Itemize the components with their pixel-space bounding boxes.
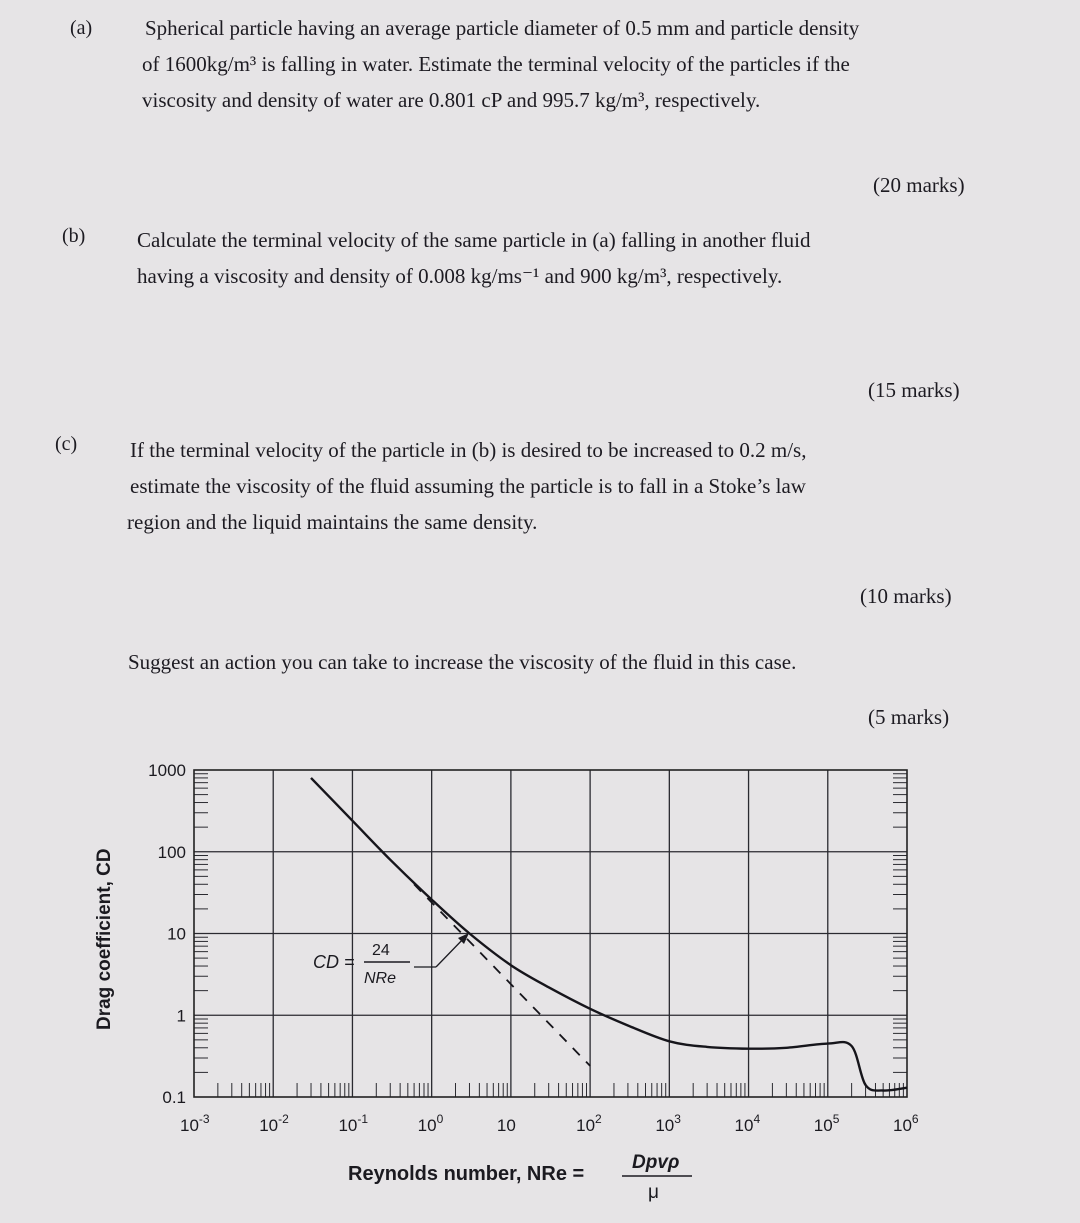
question-a-line-2: of 1600kg/m³ is falling in water. Estimate the terminal velocity of the particles if the — [142, 52, 850, 76]
x-tick-label: $10^{-1}$ — [338, 1112, 369, 1135]
y-axis-label: Drag coefficient, CD — [94, 848, 115, 1030]
question-a-marks: (20 marks) — [873, 173, 965, 197]
question-b-marks: (15 marks) — [868, 378, 960, 402]
question-c-line-2: estimate the viscosity of the fluid assuming the particle is to fall in a Stoke’s law — [130, 474, 806, 498]
y-tick-label: 1 — [176, 1006, 186, 1026]
question-a — [70, 10, 990, 118]
question-c-label: (c) — [55, 433, 78, 455]
annotation-denominator: NRe — [364, 970, 397, 987]
suggest-text: Suggest an action you can take to increase the viscosity of the fluid in this case. — [128, 650, 797, 674]
y-tick-label: 1000 — [148, 761, 186, 780]
stokes-law-line — [414, 884, 590, 1066]
annotation-numerator: 24 — [372, 942, 390, 959]
question-c-line-3: region and the liquid maintains the same density. — [127, 510, 538, 534]
x-tick-label: $10^{-2}$ — [259, 1112, 289, 1135]
x-axis-label-numerator: Dpvρ — [632, 1152, 680, 1173]
x-tick-label: 10 — [496, 1116, 516, 1135]
x-tick-label: $10^4$ — [734, 1112, 761, 1135]
question-c-line-1: If the terminal velocity of the particle in (b) is desired to be increased to 0.2 m/s, — [130, 438, 807, 462]
stokes-law-annotation — [313, 933, 469, 987]
drag-coefficient-chart — [0, 740, 1080, 1223]
question-b-line-1: Calculate the terminal velocity of the same particle in (a) falling in another fluid — [137, 228, 811, 252]
x-tick-label: $10^{-3}$ — [180, 1112, 210, 1135]
question-a-line-1: Spherical particle having an average particle diameter of 0.5 mm and particle density — [145, 16, 860, 40]
drag-curve — [311, 778, 907, 1091]
x-axis-label-denominator: μ — [648, 1182, 659, 1203]
question-c — [55, 426, 970, 540]
x-axis-label: Reynolds number, NRe = — [348, 1163, 585, 1185]
question-a-line-3: viscosity and density of water are 0.801 cP and 995.7 kg/m³, respectively. — [142, 88, 761, 112]
y-tick-label: 100 — [157, 842, 186, 862]
x-tick-label: $10^5$ — [813, 1112, 840, 1135]
chart-grid — [194, 770, 907, 1097]
annotation-lhs: CD = — [313, 952, 355, 972]
x-tick-label: $10^2$ — [576, 1112, 602, 1135]
x-tick-label: $10^3$ — [655, 1112, 681, 1135]
question-a-label: (a) — [70, 17, 93, 39]
x-tick-label: $10^0$ — [417, 1112, 444, 1135]
x-tick-label: $10^6$ — [893, 1112, 919, 1135]
y-tick-label: 10 — [167, 924, 186, 944]
question-b — [62, 218, 977, 294]
chart-minor-ticks — [194, 774, 907, 1097]
y-tick-label: 0.1 — [162, 1088, 186, 1107]
question-b-label: (b) — [62, 225, 86, 247]
question-c-marks: (10 marks) — [860, 584, 952, 608]
question-b-line-2: having a viscosity and density of 0.008 kg/ms⁻¹ and 900 kg/m³, respectively. — [137, 264, 783, 288]
suggest-marks: (5 marks) — [868, 705, 950, 729]
